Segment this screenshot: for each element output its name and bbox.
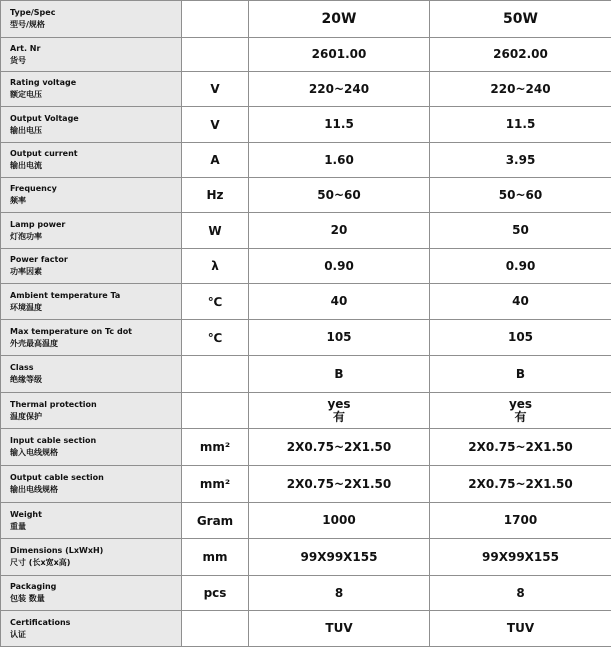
spec-label-cn: 货号 [10,55,26,65]
spec-label-cn: 输出电流 [10,161,42,170]
value-20w-cell-text: 20 [330,223,348,237]
spec-unit-cell: mm² [182,466,249,503]
spec-unit-cell: W [182,213,249,249]
value-50w-cell-text: 50 [512,223,529,237]
spec-label-en: Packaging [10,582,57,591]
value-50w-cell [430,178,611,213]
value-50w-cell [430,320,611,356]
value-50w-cell-text: 40 [512,294,529,308]
value-20w-cell [249,356,430,393]
spec-label-en: Dimensions (LxWxH) [10,546,104,555]
spec-label-en: Output current [10,149,78,158]
spec-label-cn: 尺寸 (长x宽x高) [10,558,71,567]
spec-row [1,393,611,429]
spec-label-cn: 温度保护 [10,411,42,421]
spec-label-cn: 额定电压 [10,90,42,99]
value-20w-cell [249,320,430,356]
spec-label-cell [1,107,182,143]
value-50w-cell [430,503,611,539]
value-50w-cell [430,466,611,503]
spec-label-cn: 输出电线规格 [10,485,58,494]
spec-label-en: Frequency [10,184,57,193]
spec-unit-cell: λ [182,249,249,284]
value-50w-cell-text: B [515,366,526,381]
value-50w-cell-text: 2602.00 [493,47,548,61]
spec-label-cn: 重量 [10,521,26,531]
value-20w-cell-text: 1.60 [324,152,354,167]
value-20w-cell-text: 40 [330,294,348,308]
value-20w-cell-text: 0.90 [324,258,354,273]
value-20w-cell-text: 2601.00 [311,47,367,61]
spec-label-cell [1,429,182,466]
value-50w-cell-text: yes [508,396,533,411]
spec-label-cell [1,178,182,213]
spec-label-cn: 包装 数量 [10,594,45,603]
value-20w-cell [249,611,430,647]
spec-label-cn: 环境温度 [10,302,42,312]
spec-row [1,107,611,143]
value-20w-cell [249,178,430,213]
value-20w-cell-text: 11.5 [324,117,354,131]
spec-label-cn: 功率因素 [10,267,42,276]
spec-row [1,249,611,284]
spec-unit-cell: ℃ [182,284,249,320]
value-20w-cell [249,576,430,611]
value-20w-cell [249,1,430,38]
spec-table-body [1,1,611,647]
spec-unit-cell: mm [182,539,249,576]
value-20w-cell [249,429,430,466]
value-20w-cell-text: B [334,366,344,381]
value-20w-cell-text: 1000 [322,513,356,527]
spec-label-cn: 输出电压 [10,125,42,135]
value-50w-cell-text: 8 [516,585,525,600]
spec-label-cn: 型号/规格 [10,20,45,29]
value-50w-cell [430,576,611,611]
value-50w-cell-text: 50W [503,10,538,27]
value-50w-cell-text: 2X0.75~2X1.50 [468,476,573,491]
spec-label-cn: 灯泡功率 [10,231,42,241]
value-50w-cell [430,356,611,393]
value-50w-cell [430,38,611,72]
value-20w-cell [249,539,430,576]
spec-row [1,576,611,611]
value-20w-cell-text: 105 [326,330,352,344]
value-20w-cell-text: yes [327,396,351,411]
spec-unit-cell [182,356,249,393]
spec-unit-cell: Gram [182,503,249,539]
spec-label-cell [1,143,182,178]
value-20w-cell-text: 2X0.75~2X1.50 [286,476,392,491]
value-20w-cell-text: 2X0.75~2X1.50 [286,439,392,454]
value-20w-cell [249,213,430,249]
value-20w-cell [249,466,430,503]
spec-unit-cell: pcs [182,576,249,611]
spec-label-cell [1,213,182,249]
spec-label-cell [1,249,182,284]
spec-label-en: Output cable section [10,473,104,482]
spec-label-cell [1,284,182,320]
spec-label-cn: 频率 [10,196,26,205]
spec-unit-cell [182,393,249,429]
spec-row [1,539,611,576]
value-20w-cell-text: TUV [325,621,353,635]
value-20w-cell-text: 50~60 [317,187,361,202]
spec-label-en: Weight [10,509,42,519]
spec-label-en: Lamp power [10,219,66,229]
spec-row [1,466,611,503]
value-50w-cell [430,429,611,466]
value-20w-cell [249,38,430,72]
spec-row [1,356,611,393]
value-50w-cell-text-cn: 有 [514,409,527,424]
value-50w-cell-text: 1700 [503,513,538,527]
value-50w-cell-text: 105 [507,330,534,344]
value-20w-cell-text: 8 [334,585,344,600]
spec-label-cell [1,539,182,576]
value-50w-cell [430,393,611,429]
spec-label-cell [1,320,182,356]
value-50w-cell-text: TUV [506,621,535,635]
spec-label-en: Class [10,363,34,372]
value-20w-cell-text-cn: 有 [332,409,345,424]
value-20w-cell [249,284,430,320]
spec-label-cell [1,356,182,393]
value-50w-cell-text: 2X0.75~2X1.50 [468,439,573,454]
spec-label-en: Max temperature on Tc dot [10,326,133,336]
value-50w-cell-text: 50~60 [498,187,543,202]
value-20w-cell [249,393,430,429]
spec-unit-cell [182,611,249,647]
value-20w-cell-text: 20W [321,10,357,27]
value-50w-cell [430,284,611,320]
spec-row [1,143,611,178]
spec-label-cn: 输入电线规格 [10,448,58,457]
value-50w-cell [430,249,611,284]
spec-label-cell [1,38,182,72]
value-50w-cell [430,107,611,143]
value-50w-cell-text: 99X99X155 [482,549,559,564]
value-50w-cell-text: 220~240 [490,81,551,96]
value-50w-cell [430,213,611,249]
spec-unit-cell: Hz [182,178,249,213]
value-50w-cell-text: 0.90 [505,258,536,273]
value-20w-cell [249,503,430,539]
spec-label-en: Type/Spec [10,8,56,17]
spec-row [1,72,611,107]
spec-label-en: Rating voltage [10,78,77,87]
value-50w-cell [430,72,611,107]
spec-label-cn: 认证 [10,629,26,639]
value-20w-cell [249,107,430,143]
value-20w-cell-text: 99X99X155 [300,549,378,564]
value-50w-cell [430,143,611,178]
value-20w-cell-text: 220~240 [308,81,370,96]
spec-label-en: Certifications [10,617,71,627]
spec-unit-cell: A [182,143,249,178]
value-20w-cell [249,143,430,178]
value-20w-cell [249,72,430,107]
value-50w-cell-text: 3.95 [505,152,536,167]
value-20w-cell [249,249,430,284]
spec-unit-cell [182,38,249,72]
spec-row [1,429,611,466]
value-50w-cell [430,1,611,38]
spec-row [1,178,611,213]
spec-label-en: Ambient temperature Ta [10,290,121,300]
spec-label-en: Thermal protection [10,399,97,409]
spec-label-cell [1,72,182,107]
spec-label-cell [1,393,182,429]
spec-row [1,1,611,38]
spec-row [1,611,611,647]
value-50w-cell [430,539,611,576]
value-50w-cell-text: 11.5 [505,117,536,131]
spec-row [1,503,611,539]
spec-label-cn: 外壳最高温度 [10,338,58,348]
spec-label-cell [1,503,182,539]
value-50w-cell [430,611,611,647]
spec-label-cn: 绝缘等级 [10,375,42,384]
spec-unit-cell: ℃ [182,320,249,356]
spec-label-cell [1,466,182,503]
spec-label-en: Power factor [10,255,68,264]
spec-label-cell [1,576,182,611]
spec-row [1,213,611,249]
spec-row [1,284,611,320]
spec-label-cell [1,611,182,647]
spec-label-en: Art. Nr [10,43,41,53]
spec-label-en: Output Voltage [10,113,79,123]
spec-unit-cell [182,1,249,38]
spec-label-cell [1,1,182,38]
spec-row [1,38,611,72]
spec-row [1,320,611,356]
spec-unit-cell: V [182,107,249,143]
spec-unit-cell: mm² [182,429,249,466]
spec-label-en: Input cable section [10,436,97,445]
spec-unit-cell: V [182,72,249,107]
